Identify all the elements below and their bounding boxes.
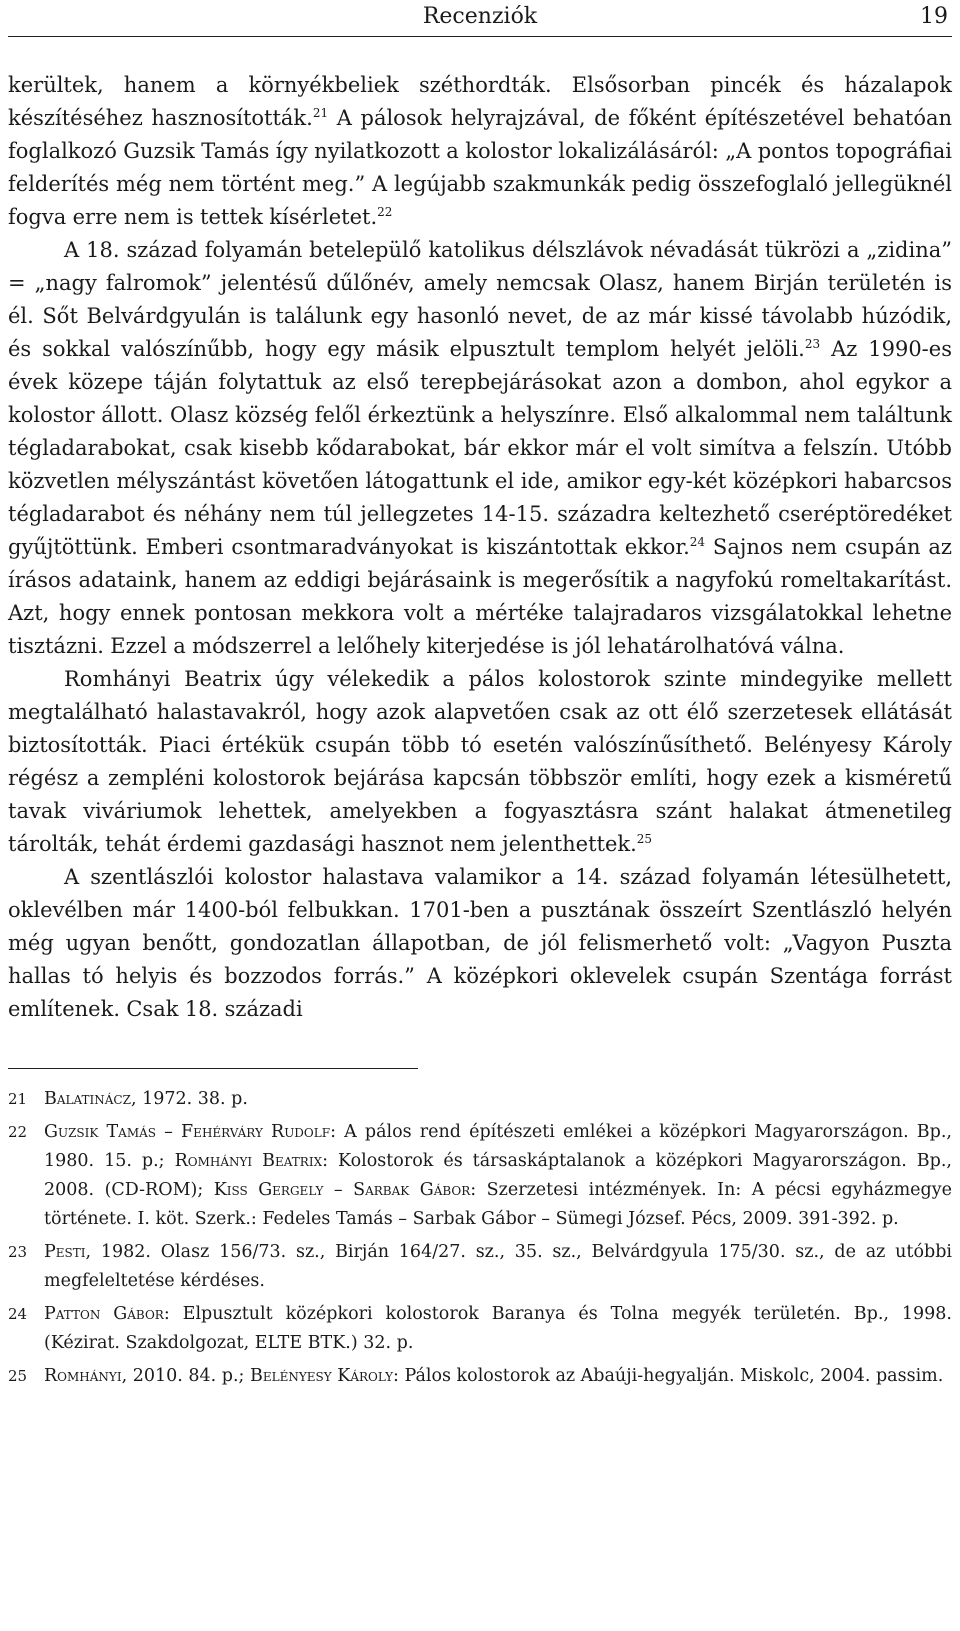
footnote-text bbox=[44, 1362, 952, 1391]
running-title: Recenziók bbox=[422, 4, 538, 29]
footnote-reference: 25 bbox=[636, 832, 653, 846]
footnote bbox=[8, 1238, 952, 1296]
footnote bbox=[8, 1300, 952, 1358]
text-run: , 1972. 38. p. bbox=[130, 1089, 248, 1109]
document-page bbox=[8, 0, 952, 1395]
text-run: : Pálos kolostorok az Abaúji-hegyalján. Miskolc, 2004. passim. bbox=[393, 1366, 944, 1386]
text-run: , 2010. 84. p.; bbox=[121, 1366, 251, 1386]
footnote-text bbox=[44, 1300, 952, 1358]
author-name: Romhányi bbox=[44, 1366, 122, 1386]
text-run: A 18. század folyamán betelepülő katolikus délszlávok névadását tükrözi a „zidina” = „nagy falromok” jelentésű dűlőnév, amely nemcsak Olasz, hanem Birján területén is él. Sőt Belvárdgyulán is találunk egy hasonló nevet, de az már kissé távolabb húzódik, és sokkal valószínűbb, hogy egy másik elpusztult templom helyét jelöli. bbox=[8, 238, 952, 361]
paragraph bbox=[8, 234, 952, 663]
text-run: : A pálos rend építészeti emlékei a középkori Magyarországon. Bp., 1980. 15. p.; bbox=[44, 1122, 952, 1171]
text-run: , 1982. Olasz 156/73. sz., Birján 164/27. sz., 35. sz., Belvárdgyula 175/30. sz., de az utóbbi megfeleltetése kérdéses. bbox=[44, 1242, 952, 1291]
author-name: Patton Gábor bbox=[44, 1304, 164, 1324]
text-run: kerültek, hanem a környékbeliek széthordták. Elsősorban pincék és házalapok készítéséhez hasznosították. bbox=[8, 73, 952, 130]
footnote-number: 22 bbox=[8, 1123, 28, 1141]
text-run: : Kolostorok és társaskáptalanok a középkori Magyarországon. Bp., 2008. (CD-ROM); bbox=[44, 1151, 953, 1200]
paragraph bbox=[8, 69, 952, 234]
footnote bbox=[8, 1362, 952, 1391]
text-run: Romhányi Beatrix úgy vélekedik a pálos kolostorok szinte mindegyike mellett megtalálható halastavakról, hogy azok alapvetően csak az ott élő szerzetesek ellátását biztosították. Piaci értékük csupán több tó esetén valószínűsíthető. Belényesy Károly régész a zempléni kolostorok bejárása kapcsán többször említi, hogy ezek a kisméretű tavak viváriumok lehettek, amelyekben a fogyasztásra szánt halakat átmenetileg tárolták, tehát érdemi gazdasági hasznot nem jelenthettek. bbox=[8, 667, 952, 856]
footnote bbox=[8, 1085, 952, 1114]
footnote-text bbox=[44, 1238, 952, 1296]
paragraph bbox=[8, 663, 952, 861]
footnote bbox=[8, 1118, 952, 1234]
footnote-reference: 24 bbox=[689, 535, 706, 549]
page-number: 19 bbox=[920, 4, 948, 29]
running-header bbox=[8, 0, 952, 37]
footnote-number: 24 bbox=[8, 1305, 28, 1323]
body-text bbox=[8, 69, 952, 1026]
author-name: Pesti bbox=[44, 1242, 86, 1262]
footnote-text bbox=[44, 1085, 952, 1114]
text-run: Az 1990-es évek közepe táján folytattuk az első terepbejárásokat azon a dombon, ahol egykor a kolostor állott. Olasz község felől érkeztünk a helyszínre. Első alkalommal nem találtunk tégladarabokat, csak kisebb kődarabokat, bár ekkor már el volt simítva a felszín. Utóbb közvetlen mélyszántást követően látogattunk el ide, amikor egy-két középkori habarcsos tégladarabot és néhány nem túl jellegzetes 14-15. századra keltezhető cseréptöredéket gyűjtöttünk. Emberi csontmaradványokat is kiszántottak ekkor. bbox=[8, 337, 952, 559]
paragraph bbox=[8, 861, 952, 1026]
text-run: Sajnos nem csupán az írásos adataink, hanem az eddigi bejárásaink is megerősítik a nagyfokú romeltakarítást. Azt, hogy ennek pontosan mekkora volt a mértéke talajradaros vizsgálatokkal lehetne tisztázni. Ezzel a módszerrel a lelőhely kiterjedése is jól lehatárolhatóvá válna. bbox=[8, 535, 952, 658]
author-name: Guzsik Tamás – Fehérváry Rudolf bbox=[44, 1122, 331, 1142]
author-name: Romhányi Beatrix bbox=[174, 1151, 323, 1171]
text-run: : Elpusztult középkori kolostorok Baranya és Tolna megyék területén. Bp., 1998. (Kézirat. Szakdolgozat, ELTE BTK.) 32. p. bbox=[44, 1304, 952, 1353]
footnotes bbox=[8, 1085, 952, 1391]
footnote-reference: 21 bbox=[312, 106, 329, 120]
text-run: A pálosok helyrajzával, de főként építészetével behatóan foglalkozó Guzsik Tamás így nyilatkozott a kolostor lokalizálásáról: „A pontos topográfiai felderítés még nem történt meg.” A legújabb szakmunkák pedig összefoglaló jellegüknél fogva erre nem is tettek kísérletet. bbox=[8, 106, 953, 229]
author-name: Balatinácz bbox=[44, 1089, 131, 1109]
author-name: Belényesy Károly bbox=[250, 1366, 393, 1386]
footnote-text bbox=[44, 1118, 952, 1234]
footnote-number: 23 bbox=[8, 1243, 28, 1261]
text-run: A szentlászlói kolostor halastava valamikor a 14. század folyamán létesülhetett, oklevélben már 1400-ból felbukkan. 1701-ben a pusztának összeírt Szentlászló helyén még ugyan benőtt, gondozatlan állapotban, de jól felismerhető volt: „Vagyon Puszta hallas tó helyis és bozzodos forrás.” A középkori oklevelek csupán Szentága forrást említenek. Csak 18. századi bbox=[8, 865, 952, 1021]
author-name: Kiss Gergely – Sarbak Gábor bbox=[213, 1180, 471, 1200]
footnote-separator bbox=[8, 1068, 418, 1069]
text-run: : Szerzetesi intézmények. In: A pécsi egyházmegye története. I. köt. Szerk.: Fedeles Tamás – Sarbak Gábor – Sümegi József. Pécs, 2009. 391-392. p. bbox=[44, 1180, 952, 1229]
footnote-reference: 22 bbox=[377, 205, 393, 219]
footnote-number: 25 bbox=[8, 1367, 28, 1385]
footnote-number: 21 bbox=[8, 1090, 28, 1108]
footnote-reference: 23 bbox=[804, 337, 821, 351]
